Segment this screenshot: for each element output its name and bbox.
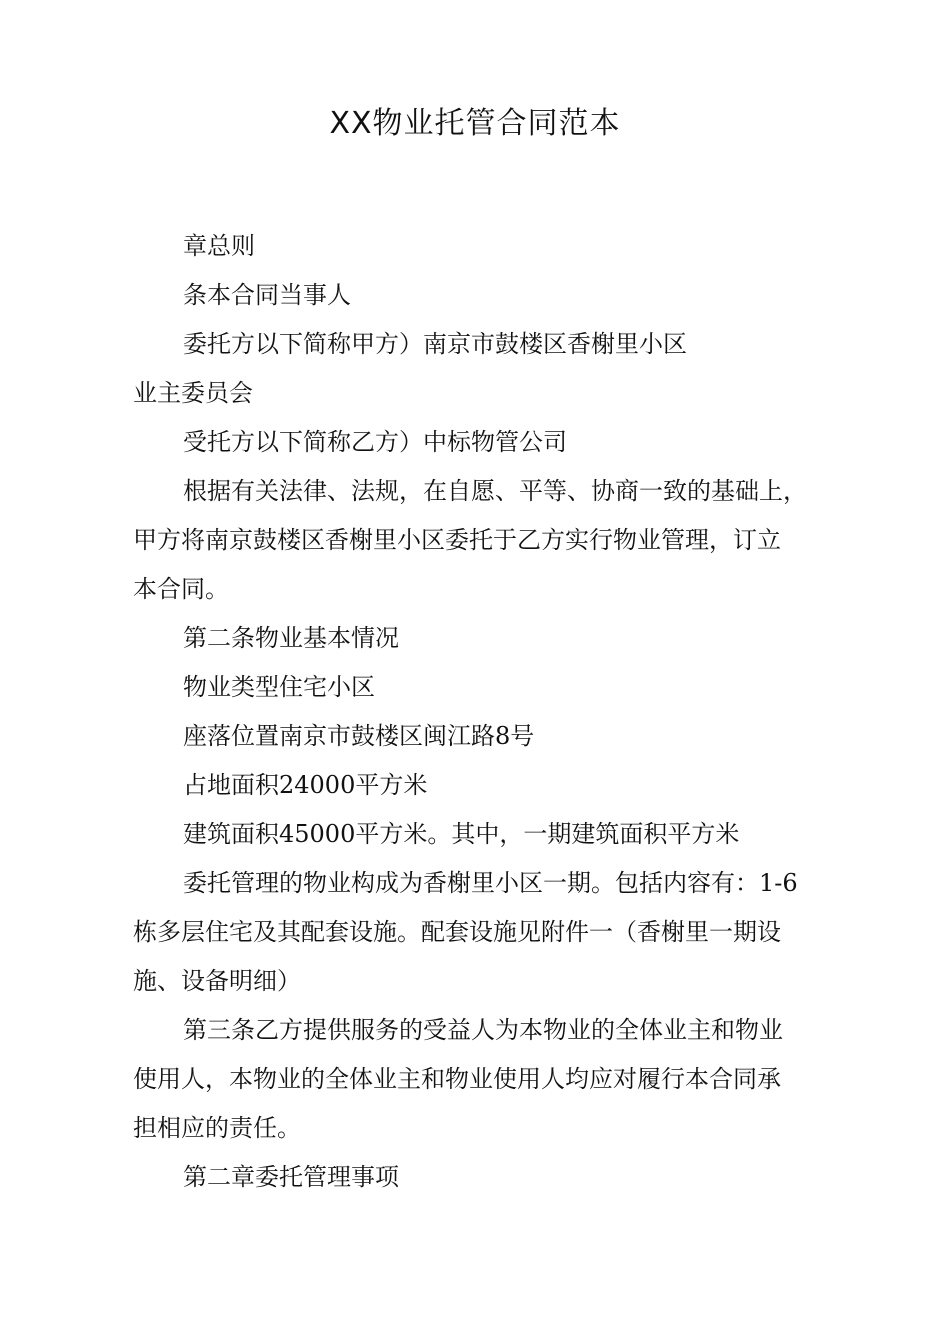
text-line: 受托方以下简称乙方）中标物管公司 [183, 428, 567, 456]
document-title: XX物业托管合同范本 [329, 106, 621, 141]
text-line: 第三条乙方提供服务的受益人为本物业的全体业主和物业 [183, 1016, 783, 1044]
text-line: 占地面积24000平方米 [183, 771, 428, 799]
text-line: 委托管理的物业构成为香榭里小区一期。包括内容有：1-6 [183, 869, 798, 897]
text-line: 担相应的责任。 [133, 1114, 301, 1142]
text-line: 第二条物业基本情况 [183, 624, 399, 652]
text-line: 章总则 [183, 232, 255, 260]
text-line: 根据有关法律、法规，在自愿、平等、协商一致的基础上， [183, 477, 807, 505]
text-line: 栋多层住宅及其配套设施。配套设施见附件一（香榭里一期设 [133, 918, 781, 946]
text-line: 甲方将南京鼓楼区香榭里小区委托于乙方实行物业管理，订立 [133, 526, 781, 554]
text-line: 第二章委托管理事项 [183, 1163, 399, 1191]
text-line: 物业类型住宅小区 [183, 673, 375, 701]
text-line: 座落位置南京市鼓楼区闽江路8号 [183, 722, 535, 750]
text-line: 建筑面积45000平方米。其中，一期建筑面积平方米 [183, 820, 740, 848]
document-body [133, 222, 833, 1202]
text-line: 条本合同当事人 [183, 281, 351, 309]
text-line: 本合同。 [133, 575, 229, 603]
text-line: 施、设备明细） [133, 967, 301, 995]
text-line: 业主委员会 [133, 379, 253, 407]
text-line: 委托方以下简称甲方）南京市鼓楼区香榭里小区 [183, 330, 687, 358]
text-line: 使用人，本物业的全体业主和物业使用人均应对履行本合同承 [133, 1065, 781, 1093]
